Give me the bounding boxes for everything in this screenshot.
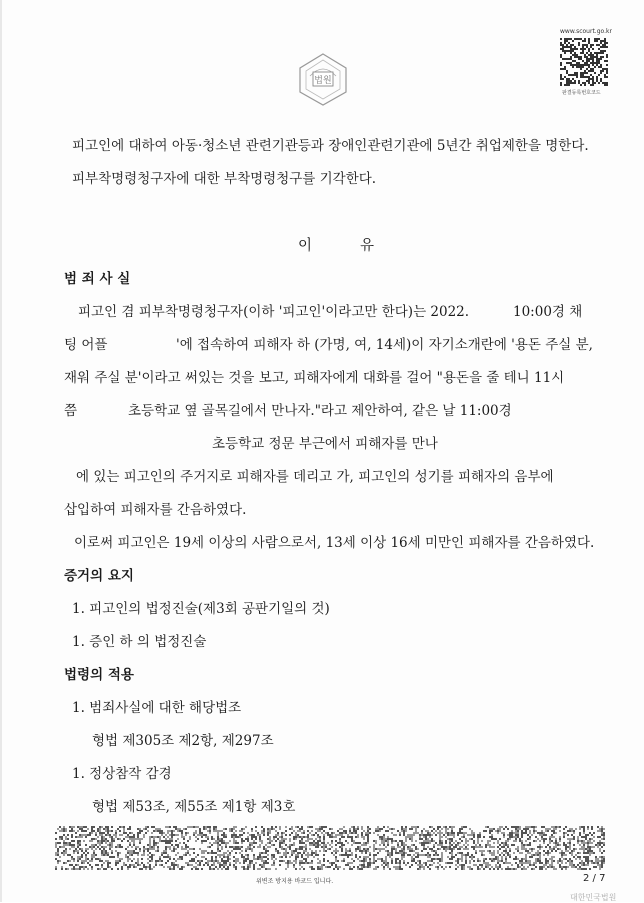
facts-text-2a: 팅 어플 bbox=[64, 337, 108, 353]
facts-text-7: 삽입하여 피해자를 간음하였다. bbox=[64, 502, 247, 518]
law-item-2-detail: 형법 제53조, 제55조 제1항 제3호 bbox=[92, 799, 296, 815]
evidence-item-2: 1. 증인 하 의 법정진술 bbox=[72, 634, 207, 650]
barcode-notice: 위변조 방지용 바코드 입니다. bbox=[256, 878, 334, 885]
facts-conclusion: 이로써 피고인은 19세 이상의 사람으로서, 13세 이상 16세 미만인 피해자를 간음하였다. bbox=[74, 535, 595, 551]
law-item-1: 1. 범죄사실에 대한 해당법조 bbox=[72, 700, 242, 716]
evidence-item-1: 1. 피고인의 법정진술(제3회 공판기일의 것) bbox=[72, 601, 330, 617]
qr-caption: 판결등록번호코드 bbox=[562, 90, 601, 96]
facts-text-5: 초등학교 정문 부근에서 피해자를 만나 bbox=[212, 436, 438, 452]
heading-evidence: 증거의 요지 bbox=[64, 568, 134, 584]
order-line-1: 피고인에 대하여 아동·청소년 관련기관등과 장애인관련기관에 5년간 취업제한을 명한다. bbox=[72, 138, 589, 154]
page-edge-shadow bbox=[0, 0, 2, 902]
page-number: 2 / 7 bbox=[583, 873, 606, 884]
facts-text-2b: '에 접속하여 피해자 하 (가명, 여, 14세)이 자기소개란에 '용돈 주실 분, bbox=[176, 337, 593, 353]
court-footer: 대한민국법원 bbox=[570, 893, 617, 902]
law-item-1-detail: 형법 제305조 제2항, 제297조 bbox=[92, 733, 274, 749]
heading-crime-facts: 범 죄 사 실 bbox=[64, 271, 131, 287]
court-seal-text: 법원 bbox=[314, 76, 332, 86]
facts-text-4b: 초등학교 옆 골목길에서 만나자."라고 제안하여, 같은 날 11:00경 bbox=[128, 403, 512, 419]
section-title-reasons bbox=[298, 234, 374, 255]
title-char-2: 유 bbox=[360, 238, 375, 254]
qr-url: www.scourt.go.kr bbox=[560, 28, 612, 35]
title-char-1: 이 bbox=[298, 238, 313, 254]
heading-law: 법령의 적용 bbox=[64, 667, 134, 683]
facts-text-6: 에 있는 피고인의 주거지로 피해자를 데리고 가, 피고인의 성기를 피해자의 음부에 bbox=[76, 469, 554, 485]
facts-text-1b: 10:00경 채 bbox=[513, 304, 583, 320]
facts-text-4a: 쯤 bbox=[64, 403, 78, 419]
order-line-2: 피부착명령청구자에 대한 부착명령청구를 기각한다. bbox=[72, 171, 377, 187]
court-seal-icon bbox=[296, 50, 350, 108]
facts-text-1a: 피고인 겸 피부착명령청구자(이하 '피고인'이라고만 한다)는 2022. bbox=[78, 304, 470, 320]
facts-text-3: 재워 주실 분'이라고 써있는 것을 보고, 피해자에게 대화를 걸어 "용돈을 줄 테니 11시 bbox=[64, 370, 565, 386]
qr-code-icon bbox=[560, 38, 608, 86]
anti-forgery-barcode-icon bbox=[55, 826, 605, 870]
law-item-2: 1. 정상참작 감경 bbox=[72, 766, 172, 782]
